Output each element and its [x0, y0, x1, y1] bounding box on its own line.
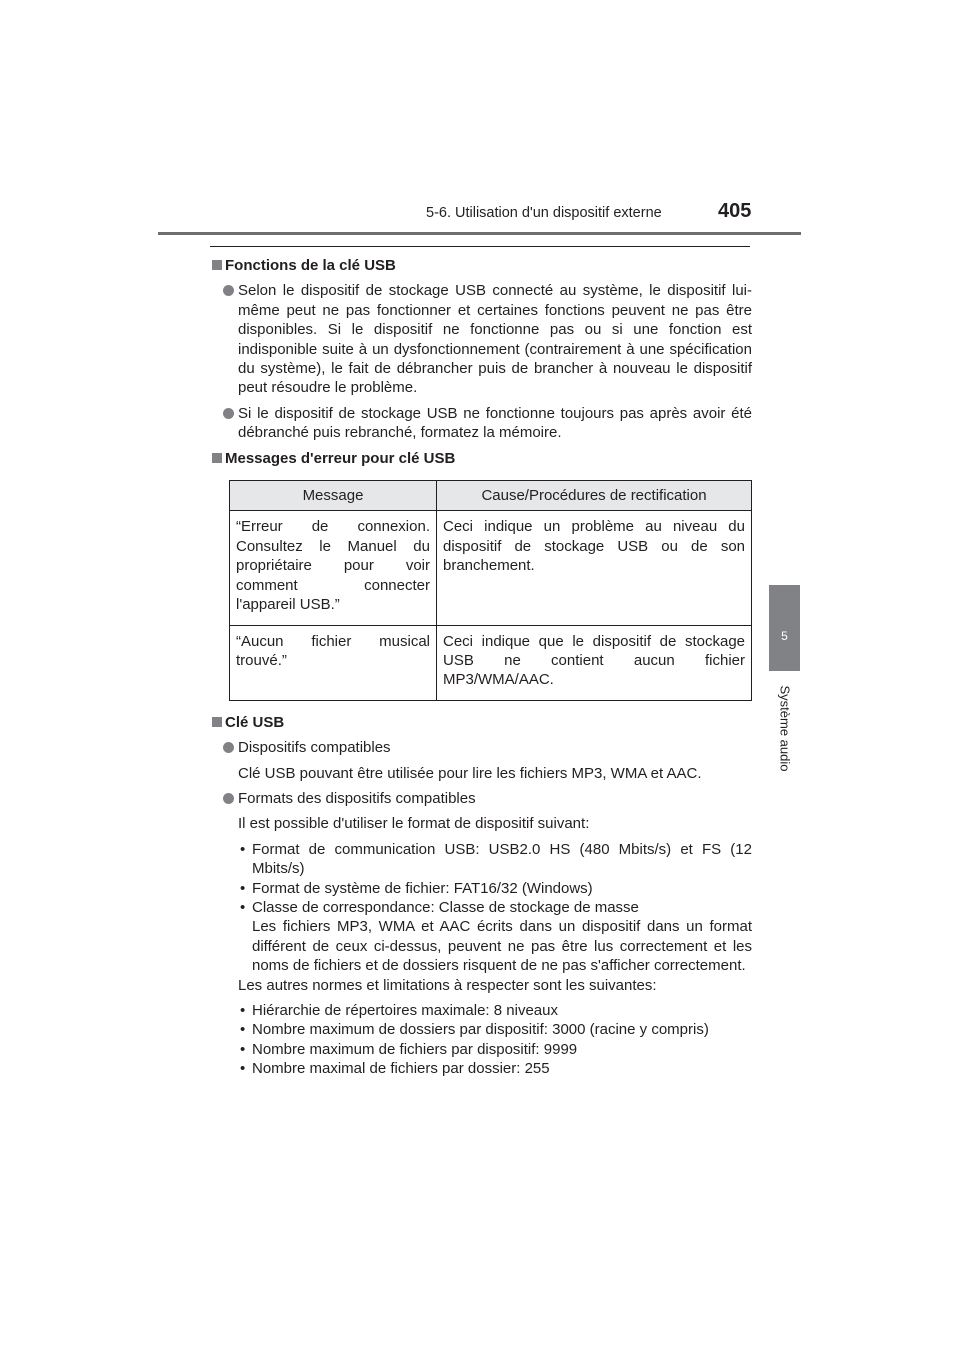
- circle-bullet-icon: [223, 285, 234, 296]
- table-cell-message: “Aucun fichier musical trouvé.”: [230, 625, 437, 700]
- list-item: [212, 789, 752, 808]
- circle-bullet-icon: [223, 742, 234, 753]
- limits-list: [212, 1001, 752, 1079]
- list-item: [212, 404, 752, 443]
- list-item-text: Classe de correspondance: Classe de stockage de masse: [252, 898, 639, 916]
- circle-bullet-icon: [223, 793, 234, 804]
- square-bullet-icon: [212, 260, 222, 270]
- table-cell-cause: Ceci indique que le dispositif de stockage USB ne contient aucun fichier MP3/WMA/AAC.: [437, 625, 752, 700]
- header-divider: [158, 232, 801, 235]
- list-item-text: Nombre maximum de dossiers par dispositif: 3000 (racine y compris): [252, 1021, 709, 1039]
- dot-bullet: •: [240, 879, 246, 897]
- paragraph: Les autres normes et limitations à respecter sont les suivantes:: [238, 976, 657, 994]
- square-bullet-icon: [212, 717, 222, 727]
- dot-bullet: •: [240, 898, 246, 916]
- list-item-text: Nombre maximum de fichiers par dispositif: 9999: [252, 1040, 578, 1058]
- chapter-label-text: Système audio: [777, 685, 792, 771]
- square-bullet-icon: [212, 453, 222, 463]
- list-item: [238, 840, 752, 879]
- heading-error-messages: [212, 449, 752, 468]
- table-header-row: [230, 481, 752, 511]
- dot-bullet: •: [240, 1060, 246, 1078]
- list-item: [238, 1040, 752, 1059]
- list-item-text: Format de communication USB: USB2.0 HS (480 Mbits/s) et FS (12 Mbits/s): [252, 840, 752, 878]
- chapter-number: 5: [781, 629, 788, 643]
- circle-bullet-icon: [223, 408, 234, 419]
- dot-bullet: •: [240, 1021, 246, 1039]
- list-item: [212, 738, 752, 757]
- list-item: [238, 1059, 752, 1078]
- table-cell-cause: Ceci indique un problème au niveau du dispositif de stockage USB ou de son branchement.: [437, 511, 752, 625]
- error-messages-table: [229, 480, 752, 701]
- page-content: [212, 256, 752, 1079]
- list-item-text: Nombre maximal de fichiers par dossier: 255: [252, 1060, 550, 1078]
- heading-usb-key: [212, 713, 752, 732]
- page-number: 405: [718, 200, 752, 222]
- list-item: [238, 898, 752, 917]
- list-item-text: Selon le dispositif de stockage USB connecté au système, le dispositif lui-même peut ne pas fonctionner et certaines fonctions peuvent ne pas être disponibles. Si le dispositif ne fonctionne pas ou si une fonction est indisponible suite à un dysfonctionnement (contrairement à une spécification du système), le fait de débrancher puis de brancher à nouveau le dispositif peut résoudre le problème.: [238, 282, 752, 397]
- content-divider: [210, 246, 750, 247]
- paragraph: Il est possible d'utiliser le format de dispositif suivant:: [238, 815, 590, 833]
- list-item-text: Formats des dispositifs compatibles: [238, 789, 476, 807]
- formats-list: [212, 840, 752, 976]
- list-item: [238, 879, 752, 898]
- dot-bullet: •: [240, 1040, 246, 1058]
- heading-text: Messages d'erreur pour clé USB: [225, 449, 456, 467]
- paragraph: Clé USB pouvant être utilisée pour lire les fichiers MP3, WMA et AAC.: [238, 764, 702, 782]
- column-header-cause: Cause/Procédures de rectification: [437, 481, 752, 511]
- chapter-label: [769, 676, 800, 780]
- heading-text: Clé USB: [225, 713, 285, 731]
- heading-text: Fonctions de la clé USB: [225, 257, 396, 274]
- heading-usb-functions: [212, 256, 752, 275]
- list-item: [212, 281, 752, 397]
- list-item-text: Format de système de fichier: FAT16/32 (Windows): [252, 879, 593, 897]
- list-item-text: Si le dispositif de stockage USB ne fonctionne toujours pas après avoir été débranché puis rebranché, formatez la mémoire.: [238, 404, 752, 442]
- table-row: [230, 511, 752, 625]
- dot-bullet: •: [240, 1002, 246, 1019]
- list-item-text: Dispositifs compatibles: [238, 739, 391, 757]
- column-header-message: Message: [230, 481, 437, 511]
- list-item-text: Hiérarchie de répertoires maximale: 8 niveaux: [252, 1002, 558, 1019]
- list-item: [238, 1020, 752, 1039]
- list-item: [238, 1001, 752, 1020]
- dot-bullet: •: [240, 840, 246, 858]
- paragraph: Les fichiers MP3, WMA et AAC écrits dans un dispositif dans un format différent de ceux ci-dessus, peuvent ne pas être lus correctement et les noms de fichiers et de dossiers risquent de ne pas s'afficher correctement.: [252, 918, 752, 975]
- chapter-tab[interactable]: [769, 585, 800, 671]
- table-cell-message: “Erreur de connexion. Consultez le Manuel du propriétaire pour voir comment connecter l'appareil USB.”: [230, 511, 437, 625]
- table-row: [230, 625, 752, 700]
- section-title: 5-6. Utilisation d'un dispositif externe: [426, 205, 662, 221]
